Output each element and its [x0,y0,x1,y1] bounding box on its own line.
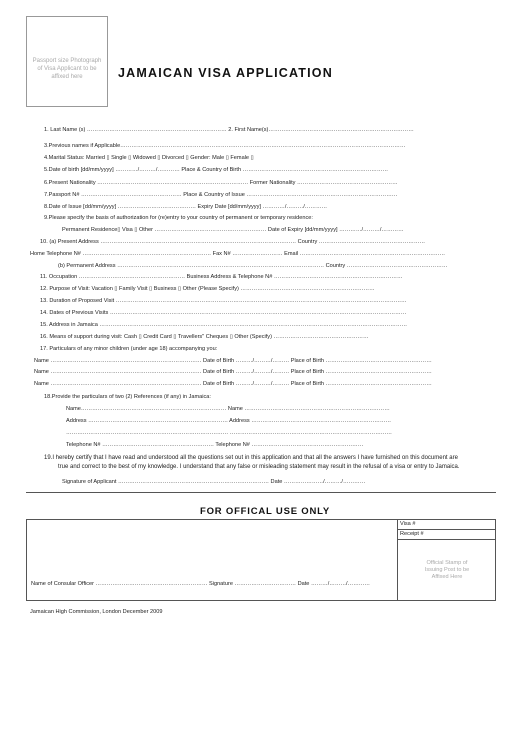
row-reference-names[interactable]: Name…………………………………………………………………… Name …………………………………………………………………… [66,406,390,412]
row-previous-names[interactable]: 3.Previous names if Applicable……………………………………………………………………………………………………………………………………… [44,143,406,149]
row-passport-dates[interactable]: 8.Date of Issue [dd/mm/yyyy] …………………………………… Expiry Date [dd/mm/yyyy] …………/………/………… [44,204,328,210]
row-signature[interactable]: Signature of Applicant ……………………………………………………………………… Date …………………/………/………… [62,479,366,485]
row-names[interactable]: 1. Last Name (s) ………………………………………………………………… 2. First Name(s)…………………………………………………………………… [44,127,414,133]
receipt-number-label: Receipt # [400,531,424,537]
row-references-label: 18.Provide the particulars of two (2) References (if any) in Jamaica: [44,394,211,400]
official-stamp-note: Official Stamp of Issuing Post to be Affixed Here [424,560,470,580]
official-use-box [26,519,496,601]
photo-placeholder [26,16,108,107]
row-reference-addresses[interactable]: Address ………………………………………………………………… Address ………………………………………………………………… [66,418,392,424]
row-authorization-label: 9.Please specify the basis of authorization for (re)entry to your country of permanent or temporary residence: [44,215,313,221]
form-title: JAMAICAN VISA APPLICATION [118,66,333,80]
divider-line [26,492,496,493]
visa-row-line [397,529,496,530]
row-contact[interactable]: Home Telephone N# …………………………………………………………… Fax N# ……………………… Email …………………………………………………………………… [30,251,446,257]
row-authorization[interactable]: Permanent Residence▯ Visa ▯ Other …………………………………………………… Date of Expiry [dd/mm/yyyy] …………/………/………… [62,227,404,233]
row-child-2[interactable]: Name ……………………………………………………………………… Date of Birth ………/………/……… Place of Birth ………………………………………………… [34,369,432,375]
row-passport[interactable]: 7.Passport N# ……………………………………………… Place & Country of Issue ……………………………………………………………………… [44,192,398,198]
row-reference-phones[interactable]: Telephone N# …………………………………………………… Telephone N# …………………………………………………… [66,442,364,448]
row-purpose[interactable]: 12. Purpose of Visit: Vacation ▯ Family Visit ▯ Business ▯ Other (Please Specify) ……………………………………………………………… [40,286,375,292]
row-permanent-address[interactable]: (b) Permanent Address ………………………………………………………………………………………………… Country ……………………………………………… [58,263,448,269]
row-child-1[interactable]: Name ……………………………………………………………………… Date of Birth ………/………/……… Place of Birth ………………………………………………… [34,358,432,364]
footer-note: Jamaican High Commission, London December 2009 [30,609,163,615]
visa-number-label: Visa # [400,521,416,527]
row-date-of-birth[interactable]: 5.Date of birth [dd/mm/yyyy] …………/………/………… Place & Country of Birth …………………………………………………………………… [44,167,389,173]
declaration-line-1: 19.I hereby certify that I have read and understood all the questions set out in this application and that all the answers I have furnished on this document are [44,455,458,461]
row-children-label: 17. Particulars of any minor children (under age 18) accompanying you: [40,346,218,352]
official-use-title: FOR OFFICAL USE ONLY [199,506,330,517]
receipt-row-line [397,539,496,540]
row-previous-visits[interactable]: 14. Dates of Previous Visits …………………………………………………………………………………………………………………………………………… [40,310,407,316]
declaration-line-2: true and correct to the best of my knowledge. I understand that any false or misleading statement may result in the refusal of a visa or entry to Jamaica. [58,464,460,470]
row-means-of-support[interactable]: 16. Means of support during visit: Cash ▯ Credit Card ▯ Travellers" Cheques ▯ Other (Specify) …………………………………………… [40,334,369,340]
row-duration[interactable]: 13. Duration of Proposed Visit ………………………………………………………………………………………………………………………………………… [40,298,407,304]
row-marital-gender[interactable]: 4.Marital Status: Married ▯ Single ▯ Widowed ▯ Divorced ▯ Gender: Male ▯ Female ▯ [44,155,254,161]
row-reference-addresses-2[interactable]: …………………………………………………………………………… …………………………………………………………………………… [66,430,392,436]
official-box-divider [397,520,398,600]
photo-note: Passport size Photograph of Visa Applicant to be affixed here [32,58,102,80]
row-child-3[interactable]: Name ……………………………………………………………………… Date of Birth ………/………/……… Place of Birth ………………………………………………… [34,381,432,387]
row-nationality[interactable]: 6.Present Nationality ……………………………………………………………………… Former Nationality ……………………………………………… [44,180,398,186]
row-occupation[interactable]: 11. Occupation ………………………………………………… Business Address & Telephone N# …………………………………………………………… [40,274,403,280]
row-present-address[interactable]: 10. (a) Present Address …………………………………………………………………………………………… Country ………………………………………………… [40,239,426,245]
consular-officer-row[interactable]: Name of Consular Officer …………………………………………………… Signature …………………………… Date ………/………/………… [31,581,370,587]
row-address-jamaica[interactable]: 15. Address in Jamaica ………………………………………………………………………………………………………………………………………………… [40,322,408,328]
